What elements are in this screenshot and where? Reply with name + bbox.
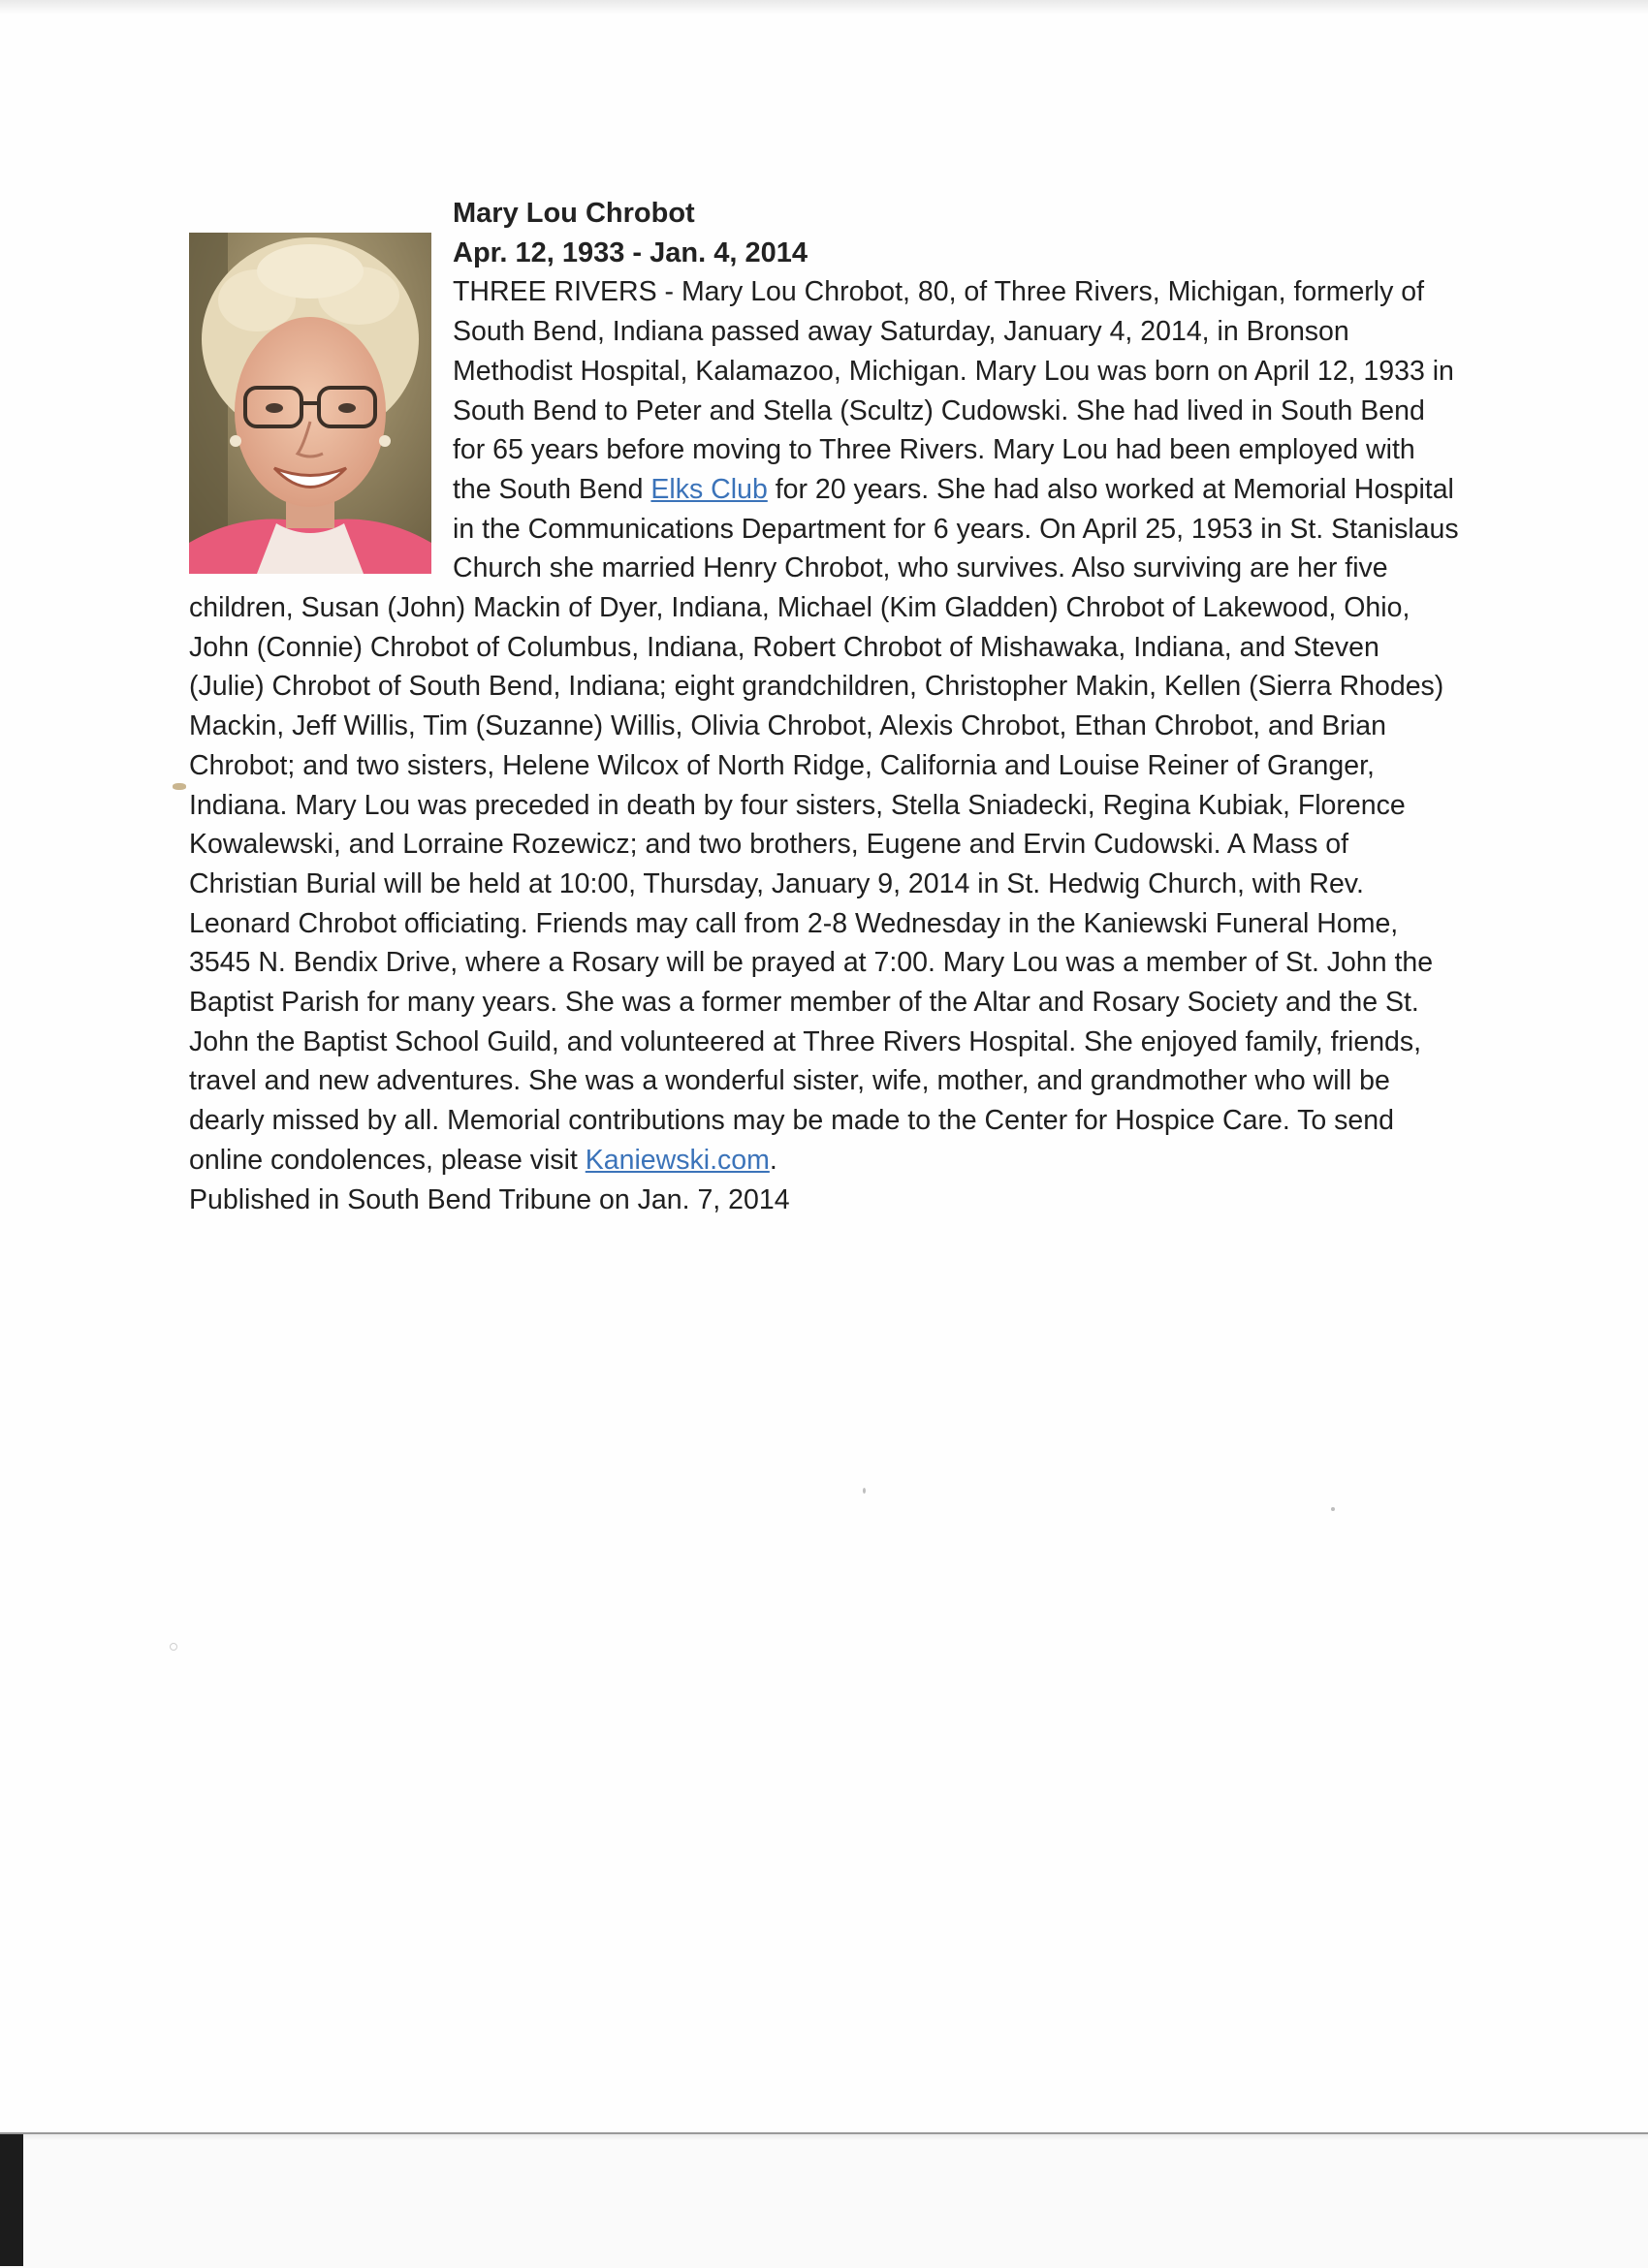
scanner-edge-shadow: [0, 2134, 23, 2266]
obituary-body-part-1: THREE RIVERS - Mary Lou Chrobot, 80, of Three Rivers, Michigan, formerly of South Bend, Indiana passed away Saturday, January 4, 2014, in Bronson Methodist Hospital, Kalamazoo, Michigan. Mary Lou was born on April 12, 1933 in South Bend to Peter and Stella (Scultz) Cudowski. She had lived in South Bend for 65 years before moving to Three Rivers. Mary Lou had been employed with the South Bend: [453, 276, 1454, 505]
publication-line: Published in South Bend Tribune on Jan. 7, 2014: [189, 1183, 790, 1215]
kaniewski-link[interactable]: Kaniewski.com: [585, 1144, 770, 1176]
scan-speck: [170, 1643, 177, 1651]
deceased-name: Mary Lou Chrobot: [453, 198, 695, 229]
scan-speck: [173, 783, 186, 790]
scanner-bed-strip: [0, 2132, 1648, 2268]
scan-speck: [1331, 1507, 1335, 1511]
page-top-edge: [0, 0, 1648, 14]
scan-speck: [863, 1488, 866, 1494]
obituary-body-part-3: .: [769, 1144, 777, 1176]
life-dates: Apr. 12, 1933 - Jan. 4, 2014: [453, 236, 808, 268]
obituary-text-block: [189, 194, 1459, 1219]
elks-club-link[interactable]: Elks Club: [650, 473, 768, 505]
photo-wrap-spacer: [189, 194, 453, 582]
obituary-body-part-2: for 20 years. She had also worked at Memorial Hospital in the Communications Department for 6 years. On April 25, 1953 in St. Stanislaus Church she married Henry Chrobot, who survives. Also surviving are her five children, Susan (John) Mackin of Dyer, Indiana, Michael (Kim Gladden) Chrobot of Lakewood, Ohio, John (Connie) Chrobot of Columbus, Indiana, Robert Chrobot of Mishawaka, Indiana, and Steven (Julie) Chrobot of South Bend, Indiana; eight grandchildren, Christopher Makin, Kellen (Sierra Rhodes) Mackin, Jeff Willis, Tim (Suzanne) Willis, Olivia Chrobot, Alexis Chrobot, Ethan Chrobot, and Brian Chrobot; and two sisters, Helene Wilcox of North Ridge, California and Louise Reiner of Granger, Indiana. Mary Lou was preceded in death by four sisters, Stella Sniadecki, Regina Kubiak, Florence Kowalewski, and Lorraine Rozewicz; and two brothers, Eugene and Ervin Cudowski. A Mass of Christian Burial will be held at 10:00, Thursday, January 9, 2014 in St. Hedwig Church, with Rev. Leonard Chrobot officiating. Friends may call from 2-8 Wednesday in the Kaniewski Funeral Home, 3545 N. Bendix Drive, where a Rosary will be prayed at 7:00. Mary Lou was a member of St. John the Baptist Parish for many years. She was a former member of the Altar and Rosary Society and the St. John the Baptist School Guild, and volunteered at Three Rivers Hospital. She enjoyed family, friends, travel and new adventures. She was a wonderful sister, wife, mother, and grandmother who will be dearly missed by all. Memorial contributions may be made to the Center for Hospice Care. To send online condolences, please visit: [189, 473, 1459, 1176]
